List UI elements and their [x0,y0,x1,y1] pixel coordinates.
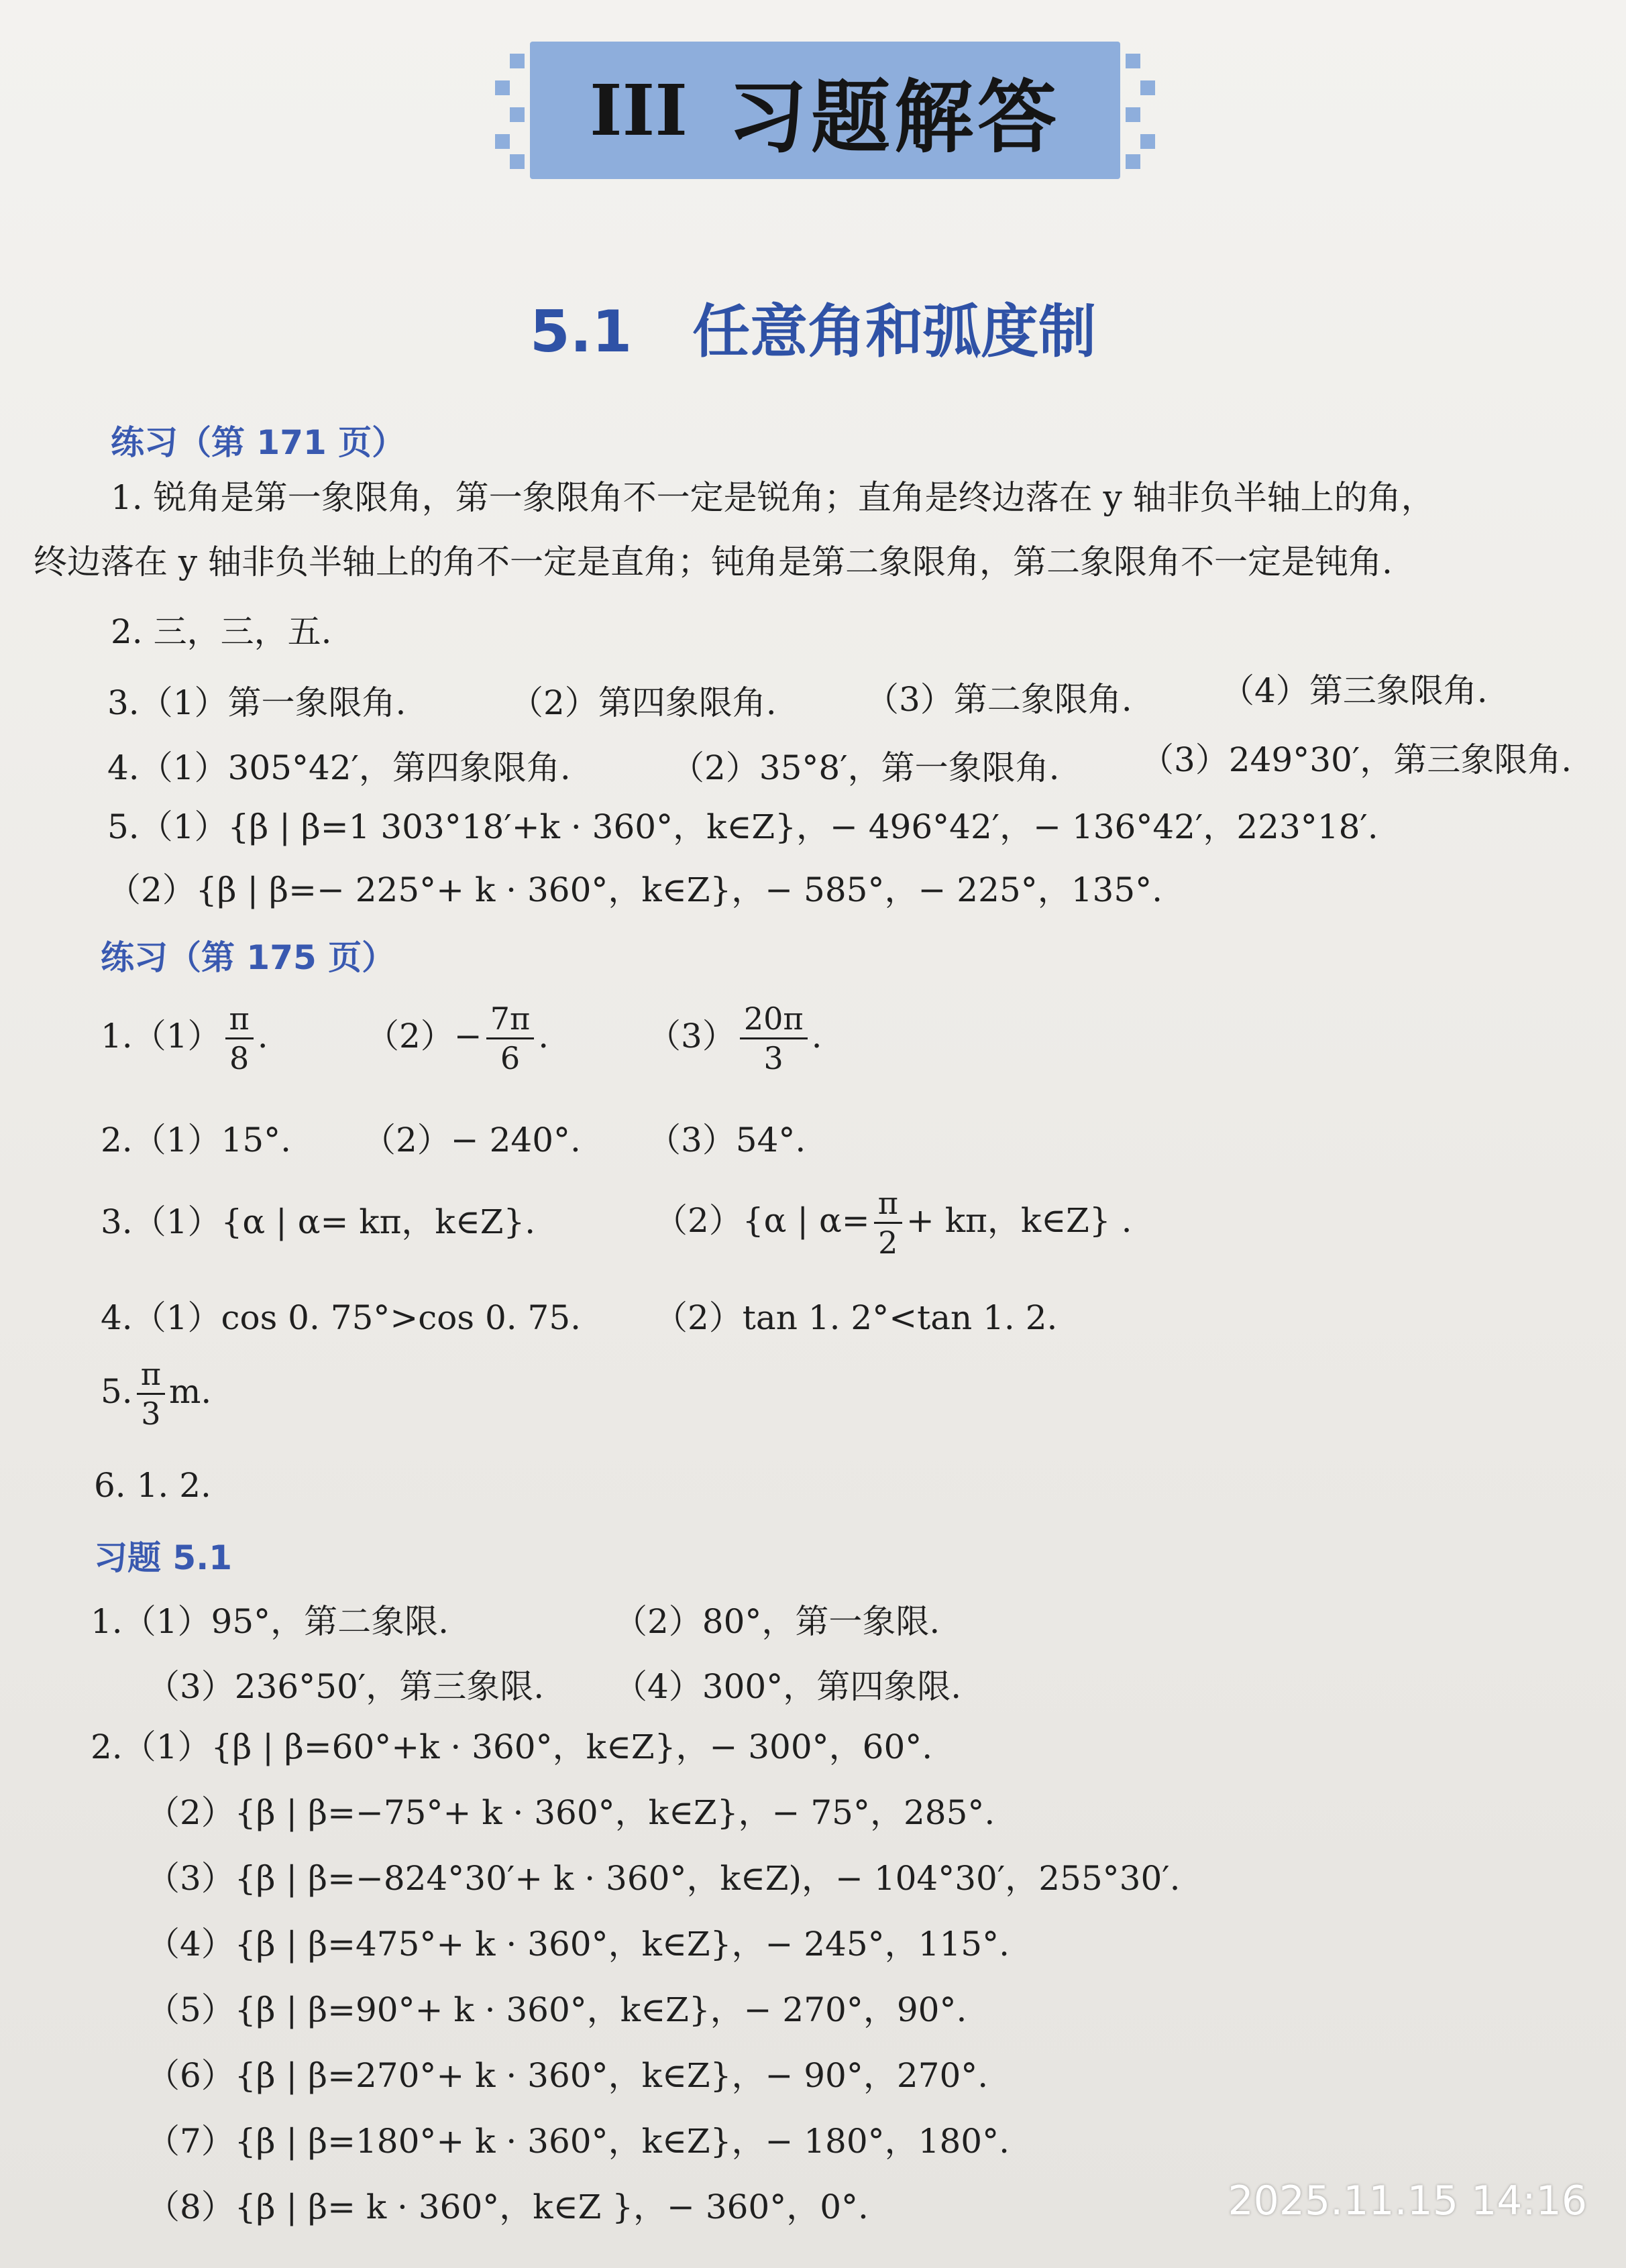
p171-q4-2: （2）35°8′，第一象限角. [671,748,1060,787]
p175-q1-label: 1.（1） [101,1016,221,1056]
p171-q5-1: 5.（1）{β | β=1 303°18′+k · 360°，k∈Z}，− 496°42′，− 136°42′，223°18′. [107,807,1378,846]
p175-q1-end-b: . [538,1016,549,1056]
p171-q3-4: （4）第三象限角. [1221,671,1488,710]
p175-q4-1: 4.（1）cos 0. 75°>cos 0. 75. [101,1298,582,1337]
banner-box [530,42,1120,179]
section-name: 任意角和弧度制 [692,298,1097,365]
p175-q1-b-label: （2）− [366,1016,482,1056]
ex-q2-7: （7）{β | β=180°+ k · 360°，k∈Z}，− 180°，180°. [146,2122,1010,2161]
p171-q4-3: （3）249°30′，第三象限角. [1140,740,1572,779]
p175-q1-end-c: . [811,1016,822,1056]
ex-q2-1: 2.（1）{β | β=60°+k · 360°，k∈Z}，− 300°，60°. [91,1727,933,1766]
practice-175-heading: 练习（第 175 页） [101,938,396,977]
frac-numerator: π [137,1358,165,1395]
practice-171-heading: 练习（第 171 页） [111,423,406,462]
frac-denominator: 6 [500,1040,521,1077]
ex-q2-2: （2）{β | β=−75°+ k · 360°，k∈Z}，− 75°，285°. [146,1793,995,1832]
ex-q1-1: 1.（1）95°，第二象限. [91,1602,449,1641]
photo-timestamp: 2025.11.15 14:16 [1228,2177,1587,2224]
p175-q2-3: （3）54°. [647,1121,806,1159]
p175-q2-1: 2.（1）15°. [101,1121,292,1159]
p171-q1-line2: 终边落在 y 轴非负半轴上的角不一定是直角；钝角是第二象限角，第二象限角不一定是钝角. [34,543,1393,581]
ex-q1-3: （3）236°50′，第三象限. [146,1667,545,1706]
p171-q3-2: （2）第四象限角. [510,683,777,722]
fraction-7pi-over-6 [486,1003,535,1075]
ex-q2-6: （6）{β | β=270°+ k · 360°，k∈Z}，− 90°，270°. [146,2056,989,2095]
p175-q3-2-post: + kπ，k∈Z} . [906,1200,1132,1240]
fraction-pi-over-2 [874,1187,902,1259]
p171-q1-line1: 1. 锐角是第一象限角，第一象限角不一定是锐角；直角是终边落在 y 轴非负半轴上的角， [111,478,1435,517]
p175-q1-c [647,1003,822,1075]
p175-q3-2-pre: （2）{α | α= [654,1200,870,1240]
p175-q5-label: 5. [101,1371,133,1411]
p175-q5-unit: m. [168,1371,212,1411]
p175-q1 [101,1003,268,1075]
p175-q2-2: （2）− 240°. [362,1121,581,1159]
p171-q3-1: 3.（1）第一象限角. [107,683,406,722]
section-number: 5.1 [529,298,633,365]
ex-q1-4: （4）300°，第四象限. [614,1667,962,1706]
p175-q6: 6. 1. 2. [94,1466,211,1505]
p171-q5-2: （2）{β | β=− 225°+ k · 360°，k∈Z}，− 585°，− 225°，135°. [107,870,1163,909]
frac-denominator: 3 [141,1396,161,1432]
frac-denominator: 2 [878,1225,898,1261]
p175-q1-end-a: . [257,1016,268,1056]
ex-q2-8: （8）{β | β= k · 360°，k∈Z }，− 360°，0°. [146,2188,869,2226]
p171-q2: 2. 三，三，五. [111,612,332,651]
ex-q2-4: （4）{β | β=475°+ k · 360°，k∈Z}，− 245°，115°. [146,1925,1010,1964]
frac-denominator: 3 [763,1040,783,1077]
section-title [0,285,1626,368]
frac-numerator: 20π [740,1003,808,1039]
fraction-20pi-over-3 [740,1003,808,1075]
p175-q1-b [366,1003,549,1075]
frac-numerator: 7π [486,1003,535,1039]
p175-q1-c-label: （3） [647,1016,736,1056]
chapter-banner [490,34,1160,188]
fraction-pi-over-8 [225,1003,254,1075]
p175-q5 [101,1358,211,1430]
ex-q1-2: （2）80°，第一象限. [614,1602,940,1641]
ex-q2-3: （3）{β | β=−824°30′+ k · 360°，k∈Z)，− 104°30′，255°30′. [146,1859,1181,1898]
exercise-5-1-heading: 习题 5.1 [94,1538,232,1577]
frac-numerator: π [874,1187,902,1224]
frac-numerator: π [225,1003,254,1039]
p171-q4-1: 4.（1）305°42′，第四象限角. [107,748,571,787]
frac-denominator: 8 [229,1040,250,1077]
p171-q3-3: （3）第二象限角. [865,680,1132,719]
p175-q4-2: （2）tan 1. 2°<tan 1. 2. [654,1298,1058,1337]
ex-q2-5: （5）{β | β=90°+ k · 360°，k∈Z}，− 270°，90°. [146,1990,967,2029]
p175-q3-1: 3.（1）{α | α= kπ，k∈Z}. [101,1202,536,1241]
p175-q3-2 [654,1187,1132,1259]
banner-title: 习题解答 [727,70,1061,164]
fraction-pi-over-3 [137,1358,165,1430]
banner-roman: III [590,69,688,152]
